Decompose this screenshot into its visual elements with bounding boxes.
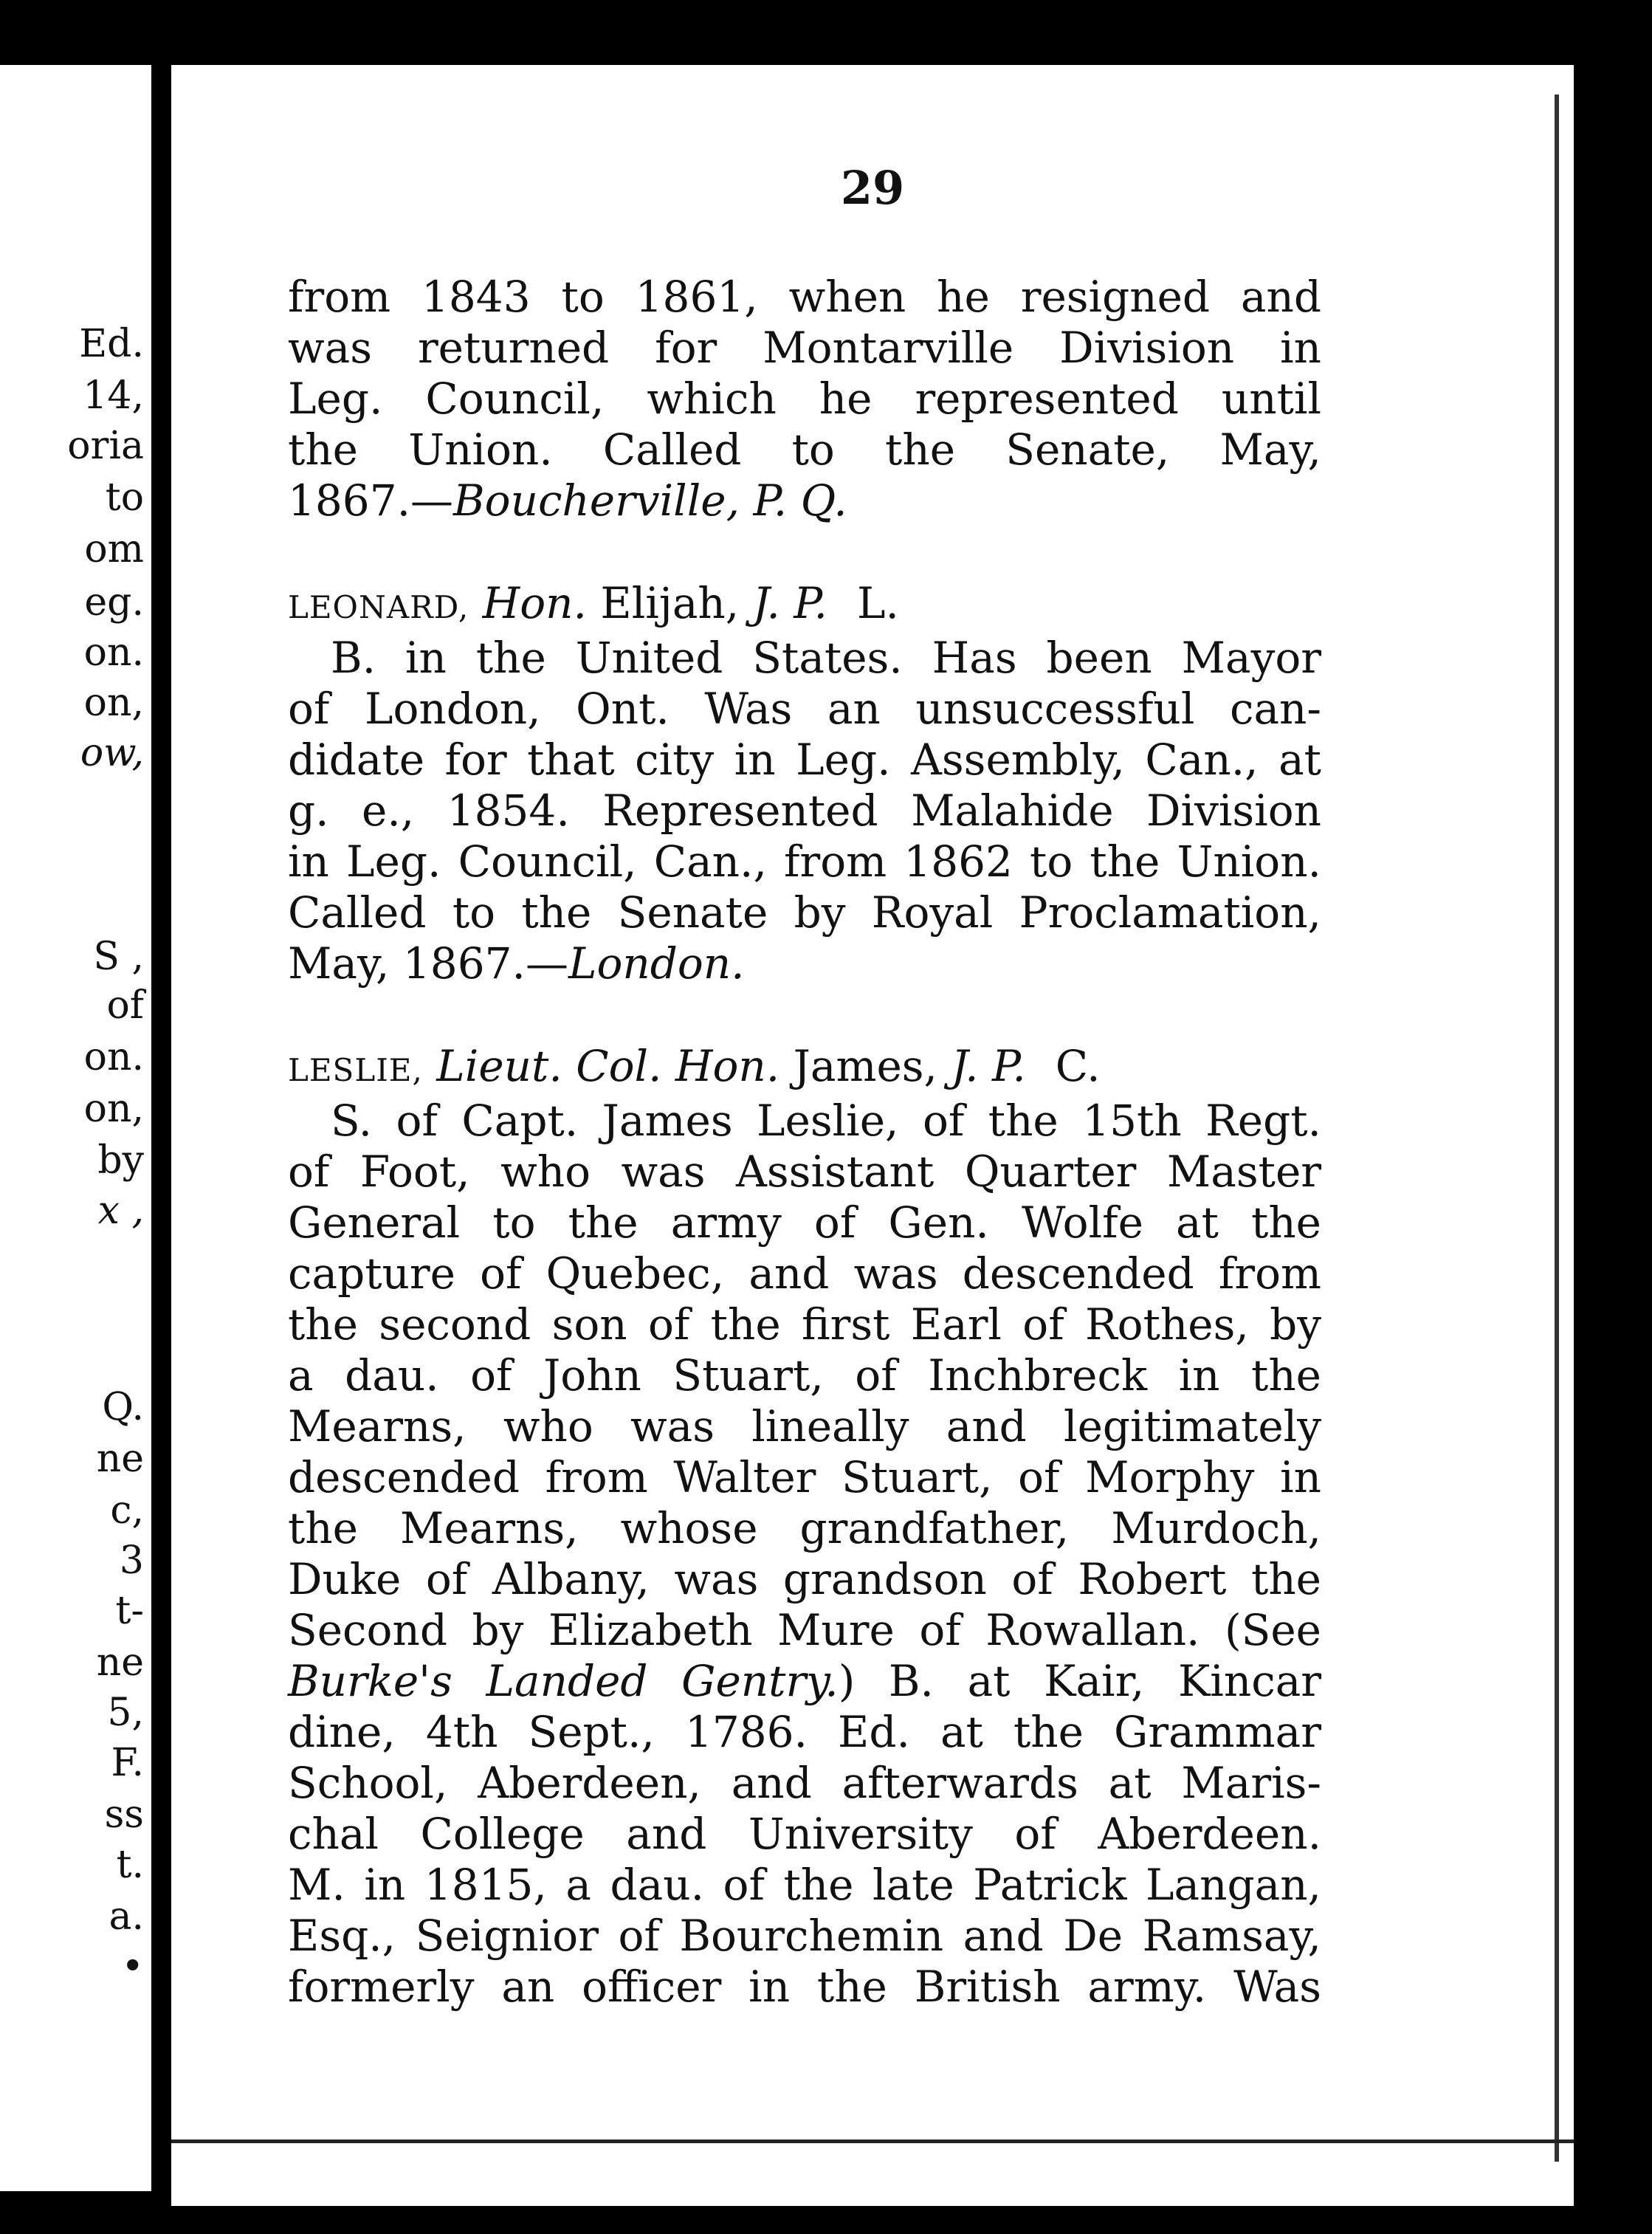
facing-page-fragment: ne bbox=[96, 1437, 144, 1481]
facing-page-fragment: S , bbox=[93, 935, 144, 979]
facing-page-fragment: 5, bbox=[107, 1691, 144, 1735]
facing-page-fragment: x , bbox=[97, 1189, 144, 1233]
text-line: S. of Capt. James Leslie, of the 15th Regt. bbox=[331, 1096, 1321, 1146]
facing-page-fragment: ne bbox=[96, 1640, 144, 1685]
facing-page-fragment: c, bbox=[110, 1488, 144, 1533]
text-line: the second son of the first Earl of Rothes, by bbox=[288, 1299, 1321, 1350]
entry-name: James, bbox=[793, 1041, 937, 1091]
text-fragment: 1867.— bbox=[288, 475, 454, 526]
facing-page-fragment: F. bbox=[111, 1741, 144, 1785]
text-line: a dau. of John Stuart, of Inchbreck in the bbox=[288, 1350, 1321, 1400]
text-fragment: May, 1867.— bbox=[288, 938, 568, 989]
entry-designation: J. P. bbox=[752, 578, 827, 628]
facing-page-fragment: on. bbox=[83, 630, 144, 675]
entry-surname: LESLIE, bbox=[288, 1052, 423, 1088]
residence-place: Boucherville, P. Q. bbox=[453, 475, 847, 526]
text-line: didate for that city in Leg. Assembly, Can., at bbox=[288, 735, 1321, 785]
text-line: Leg. Council, which he represented until bbox=[288, 374, 1321, 424]
facing-page-fragment: t. bbox=[116, 1843, 144, 1887]
facing-page-fragment: eg. bbox=[84, 580, 144, 625]
entry-code: C. bbox=[1055, 1041, 1101, 1091]
facing-page-fragment: of bbox=[106, 983, 144, 1028]
entry-code: L. bbox=[856, 578, 899, 628]
text-line: Duke of Albany, was grandson of Robert the bbox=[288, 1554, 1321, 1604]
facing-page-fragment: by bbox=[97, 1138, 144, 1183]
facing-page-fragment: oria bbox=[67, 424, 144, 468]
citation-title: Burke's Landed Gentry. bbox=[288, 1656, 839, 1706]
book-page bbox=[171, 65, 1574, 2206]
text-line: in Leg. Council, Can., from 1862 to the Union. bbox=[288, 836, 1321, 887]
text-line bbox=[288, 938, 1321, 989]
text-line: Second by Elizabeth Mure of Rowallan. (See bbox=[288, 1605, 1321, 1655]
entry-heading-leonard bbox=[288, 578, 1321, 633]
text-line: was returned for Montarville Division in bbox=[288, 323, 1321, 373]
facing-page-fragment: ow, bbox=[80, 731, 144, 775]
text-line: capture of Quebec, and was descended from bbox=[288, 1248, 1321, 1299]
text-line: Called to the Senate by Royal Proclamation, bbox=[288, 887, 1321, 938]
entry-title: Hon. bbox=[482, 578, 587, 628]
page-text bbox=[288, 272, 1321, 2013]
text-line: formerly an officer in the British army. Was bbox=[288, 1962, 1321, 2012]
entry-designation: J. P. bbox=[951, 1041, 1026, 1091]
facing-page-fragment: 3 bbox=[119, 1539, 144, 1583]
facing-page-fragment: a. bbox=[109, 1894, 144, 1939]
entry-name: Elijah, bbox=[600, 578, 740, 628]
facing-page-fragment: Ed. bbox=[79, 322, 144, 366]
text-line: the Union. Called to the Senate, May, bbox=[288, 425, 1321, 475]
facing-page-fragment: om bbox=[84, 527, 144, 571]
facing-page-fragment: on, bbox=[83, 1087, 144, 1131]
text-line: M. in 1815, a dau. of the late Patrick Langan, bbox=[288, 1860, 1321, 1910]
text-line: of London, Ont. Was an unsuccessful can- bbox=[288, 684, 1321, 734]
text-fragment: ) B. at Kair, Kincar bbox=[838, 1656, 1321, 1706]
text-line bbox=[288, 1656, 1321, 1707]
text-line: from 1843 to 1861, when he resigned and bbox=[288, 272, 1321, 322]
text-line: the Mearns, whose grandfather, Murdoch, bbox=[288, 1503, 1321, 1553]
facing-page-fragment: on. bbox=[83, 1035, 144, 1079]
page-number: 29 bbox=[840, 161, 905, 215]
text-line: chal College and University of Aberdeen. bbox=[288, 1809, 1321, 1859]
text-line: School, Aberdeen, and afterwards at Maris- bbox=[288, 1758, 1321, 1808]
page-edge-rule bbox=[1555, 94, 1559, 2162]
text-line: descended from Walter Stuart, of Morphy in bbox=[288, 1452, 1321, 1502]
facing-page-edge bbox=[0, 65, 151, 2191]
text-line: B. in the United States. Has been Mayor bbox=[331, 633, 1321, 683]
text-line: of Foot, who was Assistant Quarter Master bbox=[288, 1147, 1321, 1197]
facing-page-fragment: • bbox=[121, 1945, 144, 1989]
text-line: General to the army of Gen. Wolfe at the bbox=[288, 1197, 1321, 1248]
text-line: Esq., Seignior of Bourchemin and De Ramsay, bbox=[288, 1911, 1321, 1961]
page-bottom-rule bbox=[171, 2140, 1574, 2143]
entry-heading-leslie bbox=[288, 1041, 1321, 1096]
text-line bbox=[288, 475, 1321, 526]
facing-page-fragment: t- bbox=[115, 1589, 144, 1633]
facing-page-fragment: 14, bbox=[83, 374, 144, 418]
text-line: dine, 4th Sept., 1786. Ed. at the Grammar bbox=[288, 1707, 1321, 1757]
entry-title: Lieut. Col. Hon. bbox=[436, 1041, 780, 1091]
facing-page-fragment: ss bbox=[104, 1793, 144, 1837]
facing-page-fragment: to bbox=[105, 475, 144, 520]
entry-surname: LEONARD, bbox=[288, 589, 469, 625]
text-line: Mearns, who was lineally and legitimately bbox=[288, 1401, 1321, 1451]
text-line: g. e., 1854. Represented Malahide Division bbox=[288, 786, 1321, 836]
facing-page-fragment: Q. bbox=[102, 1385, 144, 1429]
residence-place: London. bbox=[568, 938, 745, 989]
facing-page-fragment: on, bbox=[83, 681, 144, 725]
